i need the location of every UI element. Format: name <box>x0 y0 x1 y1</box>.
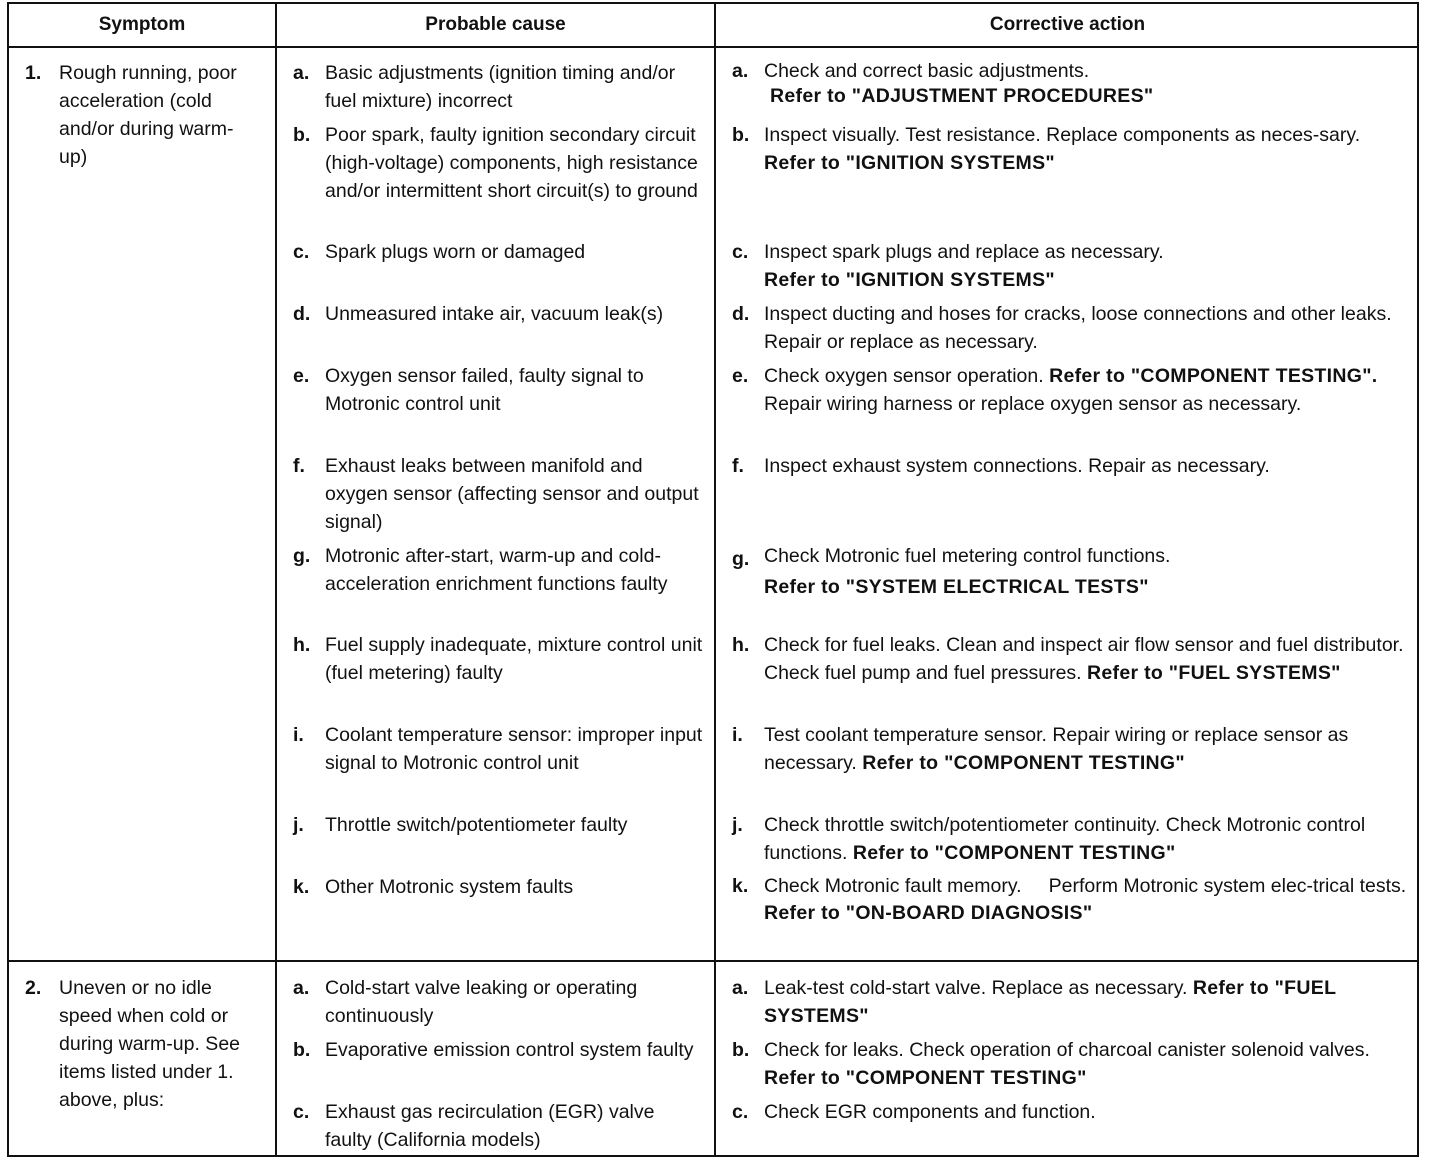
action-label: d. <box>732 303 750 325</box>
cause-label: k. <box>293 876 310 898</box>
cause-text: Oxygen sensor failed, faulty signal to Motronic control unit <box>325 365 644 415</box>
troubleshooting-table <box>7 2 1419 1157</box>
action-text: Inspect visually. Test resistance. Replace components as neces-sary. <box>764 124 1361 146</box>
action-reference: Refer to "COMPONENT TESTING" <box>764 1067 1087 1089</box>
cause-text: Throttle switch/potentiometer faulty <box>325 814 628 836</box>
action-text: Check throttle switch/potentiometer continuity. Check Motronic control functions. <box>764 814 1366 864</box>
action-text: Test coolant temperature sensor. Repair wiring or replace sensor as necessary. <box>764 724 1349 774</box>
action-label: b. <box>732 124 750 146</box>
cause-label: e. <box>293 365 310 387</box>
action-text: Check Motronic fault memory. Perform Motronic system elec-trical tests. <box>764 875 1407 897</box>
action-reference: Refer to "SYSTEM ELECTRICAL TESTS" <box>764 576 1149 598</box>
cause-text: Spark plugs worn or damaged <box>325 241 586 263</box>
cause-text: Exhaust leaks between manifold and oxygen sensor (affecting sensor and output signal) <box>325 455 699 533</box>
cause-label: a. <box>293 977 310 999</box>
action-text: Inspect exhaust system connections. Repair as necessary. <box>764 455 1270 477</box>
cause-text: Motronic after-start, warm-up and cold-acceleration enrichment functions faulty <box>325 545 668 595</box>
action-text-tail: Repair wiring harness or replace oxygen sensor as necessary. <box>764 393 1302 415</box>
cause-text: Exhaust gas recirculation (EGR) valve faulty (California models) <box>325 1101 655 1151</box>
cause-label: g. <box>293 545 311 567</box>
symptom-text: Rough running, poor acceleration (cold and/or during warm-up) <box>59 62 237 168</box>
action-label: f. <box>732 455 744 477</box>
cause-text: Unmeasured intake air, vacuum leak(s) <box>325 303 664 325</box>
action-label: c. <box>732 241 749 263</box>
action-reference: Refer to "COMPONENT TESTING" <box>862 752 1185 774</box>
action-label: a. <box>732 977 749 999</box>
symptom-number: 1. <box>25 62 42 84</box>
cause-label: b. <box>293 1039 311 1061</box>
cause-label: c. <box>293 241 310 263</box>
cause-text: Other Motronic system faults <box>325 876 574 898</box>
cause-text: Basic adjustments (ignition timing and/or fuel mixture) incorrect <box>325 62 676 112</box>
action-label: c. <box>732 1101 749 1123</box>
action-text: Inspect spark plugs and replace as necessary. <box>764 241 1164 263</box>
cause-label: f. <box>293 455 305 477</box>
action-reference: Refer to "FUEL SYSTEMS" <box>1087 662 1341 684</box>
cause-text: Fuel supply inadequate, mixture control unit (fuel metering) faulty <box>325 634 703 684</box>
header-symptom: Symptom <box>98 14 186 35</box>
action-reference: Refer to "IGNITION SYSTEMS" <box>764 152 1055 174</box>
symptom-text: Uneven or no idle speed when cold or during warm-up. See items listed under 1. above, plus: <box>59 977 241 1111</box>
action-text: Check oxygen sensor operation. <box>764 365 1044 387</box>
action-label: j. <box>732 814 743 836</box>
column-divider-2 <box>714 4 716 1155</box>
action-reference: Refer to "COMPONENT TESTING". <box>1049 365 1378 387</box>
action-reference: Refer to "FUEL SYSTEMS" <box>764 977 1336 1027</box>
action-text: Inspect ducting and hoses for cracks, loose connections and other leaks. Repair or replace as necessary. <box>764 303 1392 353</box>
cause-label: i. <box>293 724 304 746</box>
cause-label: d. <box>293 303 311 325</box>
cause-text: Evaporative emission control system faulty <box>325 1039 694 1061</box>
action-text: Leak-test cold-start valve. Replace as necessary. <box>764 977 1188 999</box>
action-label: i. <box>732 724 743 746</box>
header-corrective-action: Corrective action <box>989 14 1146 35</box>
header-divider <box>9 46 1417 48</box>
action-reference: Refer to "IGNITION SYSTEMS" <box>764 269 1055 291</box>
action-label: b. <box>732 1039 750 1061</box>
action-label: g. <box>732 548 750 570</box>
action-label: a. <box>732 60 749 82</box>
cause-text: Coolant temperature sensor: improper input signal to Motronic control unit <box>325 724 703 774</box>
action-text: Check for fuel leaks. Clean and inspect air flow sensor and fuel distributor. Check fuel pump and fuel pressures. <box>764 634 1404 684</box>
action-text: Check and correct basic adjustments. <box>764 60 1090 82</box>
action-reference: Refer to "ADJUSTMENT PROCEDURES" <box>770 85 1154 107</box>
header-probable-cause: Probable cause <box>425 14 566 35</box>
cause-label: b. <box>293 124 311 146</box>
cause-text: Cold-start valve leaking or operating continuously <box>325 977 638 1027</box>
cause-label: h. <box>293 634 311 656</box>
action-reference: Refer to "ON-BOARD DIAGNOSIS" <box>764 902 1093 924</box>
action-text: Check for leaks. Check operation of charcoal canister solenoid valves. <box>764 1039 1370 1061</box>
cause-text: Poor spark, faulty ignition secondary circuit (high-voltage) components, high resistance and/or intermittent short circuit(s) to ground <box>325 124 698 202</box>
action-text: Check EGR components and function. <box>764 1101 1096 1123</box>
action-reference: Refer to "COMPONENT TESTING" <box>852 842 1176 864</box>
symptom-number: 2. <box>25 977 42 999</box>
cause-label: a. <box>293 62 310 84</box>
column-divider-1 <box>275 4 277 1155</box>
action-text: Check Motronic fuel metering control functions. <box>764 545 1171 567</box>
action-label: h. <box>732 634 750 656</box>
action-label: e. <box>732 365 749 387</box>
cause-label: j. <box>293 814 304 836</box>
row-divider <box>9 960 1417 962</box>
action-label: k. <box>732 875 749 897</box>
cause-label: c. <box>293 1101 310 1123</box>
